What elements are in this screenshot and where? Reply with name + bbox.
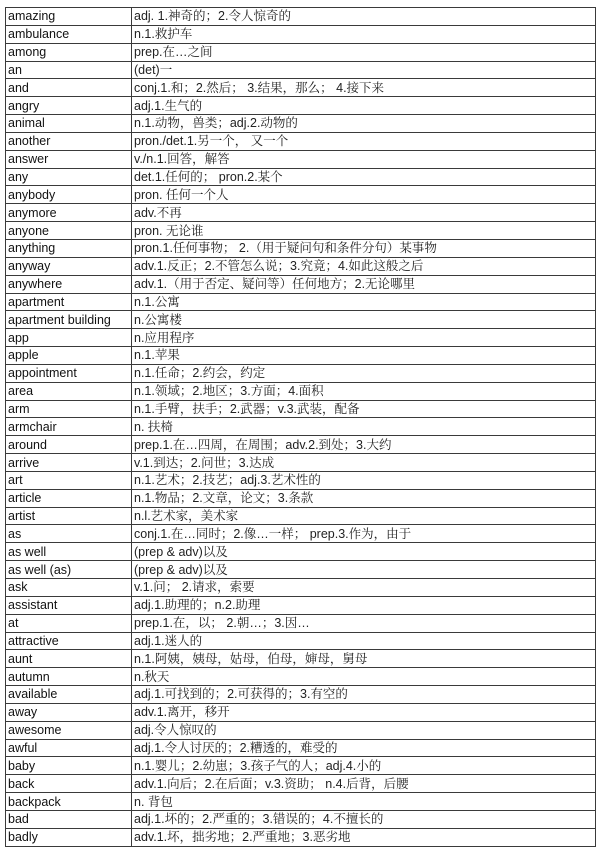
definition-cell: adj.令人惊叹的 [132, 721, 596, 739]
table-row [6, 757, 596, 775]
table-row [6, 239, 596, 257]
table-row [6, 579, 596, 597]
definition-cell: adv.不再 [132, 204, 596, 222]
definition-cell: adj.1.可找到的；2.可获得的；3.有空的 [132, 686, 596, 704]
table-row [6, 543, 596, 561]
word-cell: apartment building [6, 311, 132, 329]
word-cell: backpack [6, 793, 132, 811]
word-cell: awful [6, 739, 132, 757]
definition-cell: n.1.艺术；2.技艺；adj.3.艺术性的 [132, 471, 596, 489]
table-row [6, 132, 596, 150]
table-row [6, 668, 596, 686]
table-row [6, 596, 596, 614]
definition-cell: adv.1.（用于否定、疑问等）任何地方；2.无论哪里 [132, 275, 596, 293]
definition-cell: (prep & adv)以及 [132, 543, 596, 561]
word-cell: anyway [6, 257, 132, 275]
table-row [6, 25, 596, 43]
definition-cell: n.秋天 [132, 668, 596, 686]
word-cell: awesome [6, 721, 132, 739]
word-cell: anything [6, 239, 132, 257]
table-row [6, 382, 596, 400]
table-row [6, 150, 596, 168]
definition-cell: adj.1.生气的 [132, 97, 596, 115]
word-cell: badly [6, 828, 132, 846]
table-row [6, 222, 596, 240]
word-cell: and [6, 79, 132, 97]
definition-cell: n.应用程序 [132, 329, 596, 347]
table-row [6, 507, 596, 525]
definition-cell: pron. 无论谁 [132, 222, 596, 240]
table-row [6, 721, 596, 739]
word-cell: as well [6, 543, 132, 561]
definition-cell: v.1.问； 2.请求，索要 [132, 579, 596, 597]
word-cell: apple [6, 347, 132, 365]
definition-cell: prep.1.在，以； 2.朝…；3.因… [132, 614, 596, 632]
word-cell: art [6, 471, 132, 489]
table-row [6, 775, 596, 793]
table-row [6, 204, 596, 222]
vocabulary-table [5, 7, 596, 847]
table-row [6, 454, 596, 472]
definition-cell: n. 背包 [132, 793, 596, 811]
table-row [6, 739, 596, 757]
table-row [6, 329, 596, 347]
table-row [6, 168, 596, 186]
table-row [6, 61, 596, 79]
definition-cell: adv.1.离开，移开 [132, 703, 596, 721]
table-row [6, 810, 596, 828]
word-cell: arrive [6, 454, 132, 472]
word-cell: bad [6, 810, 132, 828]
word-cell: animal [6, 115, 132, 133]
word-cell: answer [6, 150, 132, 168]
word-cell: around [6, 436, 132, 454]
table-row [6, 79, 596, 97]
word-cell: ambulance [6, 25, 132, 43]
table-row [6, 347, 596, 365]
definition-cell: det.1.任何的； pron.2.某个 [132, 168, 596, 186]
definition-cell: n.1.动物，兽类；adj.2.动物的 [132, 115, 596, 133]
definition-cell: n.1.物品；2.文章，论文；3.条款 [132, 489, 596, 507]
definition-cell: n.1.婴儿；2.幼崽；3.孩子气的人；adj.4.小的 [132, 757, 596, 775]
word-cell: at [6, 614, 132, 632]
word-cell: anymore [6, 204, 132, 222]
definition-cell: adv.1.坏，拙劣地；2.严重地；3.恶劣地 [132, 828, 596, 846]
definition-cell: pron. 任何一个人 [132, 186, 596, 204]
definition-cell: n.1.任命；2.约会，约定 [132, 364, 596, 382]
definition-cell: n. 扶椅 [132, 418, 596, 436]
table-row [6, 8, 596, 26]
table-row [6, 418, 596, 436]
table-row [6, 614, 596, 632]
table-row [6, 793, 596, 811]
word-cell: ask [6, 579, 132, 597]
table-row [6, 186, 596, 204]
definition-cell: n.公寓楼 [132, 311, 596, 329]
table-row [6, 43, 596, 61]
table-row [6, 311, 596, 329]
definition-cell: n.1.公寓 [132, 293, 596, 311]
definition-cell: adj.1.迷人的 [132, 632, 596, 650]
table-row [6, 561, 596, 579]
definition-cell: adj.1.坏的；2.严重的；3.错误的；4.不擅长的 [132, 810, 596, 828]
word-cell: away [6, 703, 132, 721]
word-cell: app [6, 329, 132, 347]
word-cell: assistant [6, 596, 132, 614]
table-row [6, 489, 596, 507]
table-row [6, 686, 596, 704]
word-cell: another [6, 132, 132, 150]
word-cell: amazing [6, 8, 132, 26]
table-row [6, 257, 596, 275]
word-cell: anybody [6, 186, 132, 204]
vocabulary-table-body [6, 8, 596, 847]
definition-cell: n.1.领域；2.地区；3.方面；4.面积 [132, 382, 596, 400]
word-cell: any [6, 168, 132, 186]
definition-cell: adv.1.向后；2.在后面；v.3.资助； n.4.后背，后腰 [132, 775, 596, 793]
table-row [6, 828, 596, 846]
word-cell: aunt [6, 650, 132, 668]
table-row [6, 293, 596, 311]
definition-cell: n.1.救护车 [132, 25, 596, 43]
table-row [6, 400, 596, 418]
word-cell: back [6, 775, 132, 793]
word-cell: artist [6, 507, 132, 525]
word-cell: area [6, 382, 132, 400]
definition-cell: n.l.艺术家，美术家 [132, 507, 596, 525]
definition-cell: n.1.苹果 [132, 347, 596, 365]
word-cell: baby [6, 757, 132, 775]
definition-cell: prep.在…之间 [132, 43, 596, 61]
definition-cell: (prep & adv)以及 [132, 561, 596, 579]
definition-cell: v.1.到达；2.问世；3.达成 [132, 454, 596, 472]
word-cell: article [6, 489, 132, 507]
definition-cell: n.1.手臂，扶手；2.武器；v.3.武装，配备 [132, 400, 596, 418]
word-cell: apartment [6, 293, 132, 311]
word-cell: arm [6, 400, 132, 418]
table-row [6, 364, 596, 382]
table-row [6, 115, 596, 133]
word-cell: armchair [6, 418, 132, 436]
word-cell: autumn [6, 668, 132, 686]
table-row [6, 436, 596, 454]
table-row [6, 703, 596, 721]
definition-cell: conj.1.和；2.然后； 3.结果，那么； 4.接下来 [132, 79, 596, 97]
table-row [6, 471, 596, 489]
table-row [6, 525, 596, 543]
word-cell: anyone [6, 222, 132, 240]
definition-cell: v./n.1.回答，解答 [132, 150, 596, 168]
definition-cell: n.1.阿姨，姨母，姑母，伯母，婶母，舅母 [132, 650, 596, 668]
word-cell: appointment [6, 364, 132, 382]
word-cell: an [6, 61, 132, 79]
definition-cell: adj.1.令人讨厌的；2.糟透的，难受的 [132, 739, 596, 757]
word-cell: attractive [6, 632, 132, 650]
definition-cell: conj.1.在…同时；2.像…一样； prep.3.作为，由于 [132, 525, 596, 543]
definition-cell: pron.1.任何事物； 2.（用于疑问句和条件分句）某事物 [132, 239, 596, 257]
word-cell: angry [6, 97, 132, 115]
word-cell: anywhere [6, 275, 132, 293]
definition-cell: pron./det.1.另一个， 又一个 [132, 132, 596, 150]
definition-cell: prep.1.在…四周，在周围；adv.2.到处；3.大约 [132, 436, 596, 454]
table-row [6, 97, 596, 115]
definition-cell: adj. 1.神奇的；2.令人惊奇的 [132, 8, 596, 26]
word-cell: available [6, 686, 132, 704]
definition-cell: adv.1.反正；2.不管怎么说；3.究竟；4.如此这般之后 [132, 257, 596, 275]
table-row [6, 632, 596, 650]
word-cell: as well (as) [6, 561, 132, 579]
table-row [6, 275, 596, 293]
definition-cell: adj.1.助理的；n.2.助理 [132, 596, 596, 614]
word-cell: among [6, 43, 132, 61]
definition-cell: (det)一 [132, 61, 596, 79]
table-row [6, 650, 596, 668]
word-cell: as [6, 525, 132, 543]
